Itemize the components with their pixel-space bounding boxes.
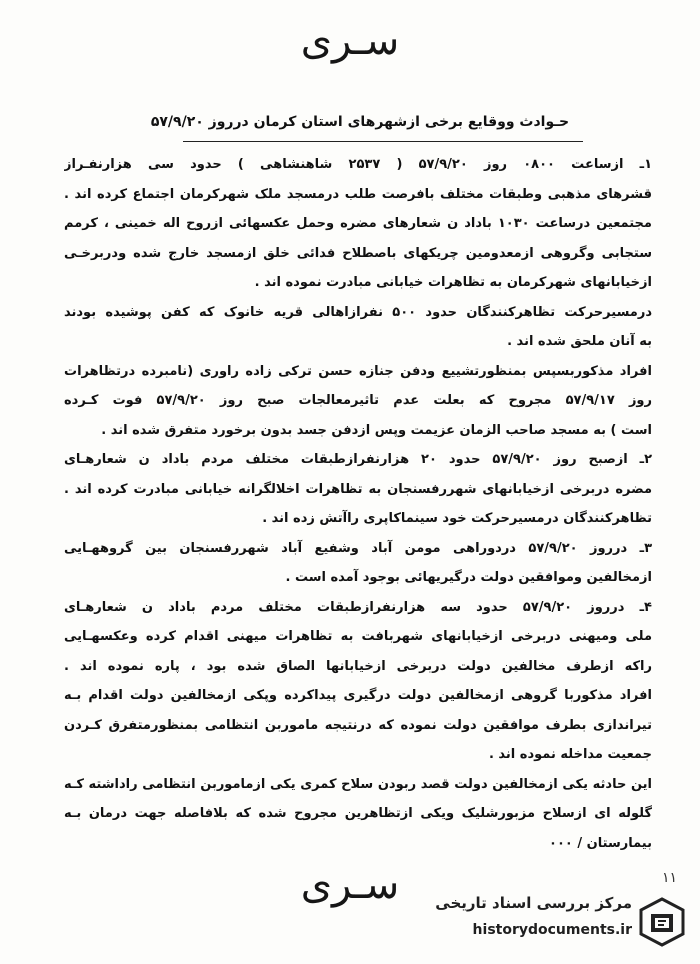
document-line: جمعیت مداخله نموده اند . bbox=[488, 747, 652, 762]
document-line: مضره دربرخی ازخیابانهای شهررفسنجان به تظاهرات اخلالگرانه خیابانی مبادرت کرده اند . bbox=[64, 481, 652, 497]
document-line: تظاهرکنندگان درمسیرحرکت خود سینماکاپری راآتش زده اند . bbox=[262, 511, 652, 526]
archive-watermark bbox=[435, 892, 690, 954]
document-line: ۲ـ ازصبح روز ۵۷/۹/۲۰ حدود ۲۰ هزارنفرازطبقات مختلف مردم باداد ن شعارهـای bbox=[64, 452, 652, 467]
document-line: قشرهای مذهبی وطبقات مختلف بافرصت طلب درمسجد ملک شهرکرمان اجتماع کرده اند . bbox=[64, 186, 652, 202]
document-line: روز ۵۷/۹/۱۷ مجروح که بعلت عدم تاثیرمعالجات صبح روز ۵۷/۹/۲۰ فوت کـرده bbox=[64, 393, 652, 408]
document-line: ستجابی وگروهی ازمعدومین چریکهای باصطلاح فدائی خلق ازمسجد خارج شده ودربرخـی bbox=[64, 245, 652, 261]
watermark-name: مرکز بررسی اسناد تاریخی bbox=[435, 894, 632, 912]
document-line: به آنان ملحق شده اند . bbox=[507, 334, 652, 349]
document-line: درمسیرحرکت تظاهرکنندگان حدود ۵۰۰ نفرازاهالی قریه خانوک که کفن پوشیده بودند bbox=[64, 304, 652, 320]
document-line: است ) به مسجد صاحب الزمان عزیمت وپس ازدفن جسد بدون برخورد متفرق شده اند . bbox=[101, 422, 652, 438]
document-line: ۱ـ ازساعت ۰۸۰۰ روز ۵۷/۹/۲۰ ( ۲۵۳۷ شاهنشاهی ) حدود سی هزارنفـراز bbox=[64, 157, 652, 172]
margin-number: ۱۱ bbox=[662, 870, 678, 886]
document-line: ملی ومیهنی دربرخی ازخیابانهای شهربافت به تظاهرات میهنی اقدام کرده وعکسهـایی bbox=[64, 629, 652, 644]
document-line: افراد مذکوربسپس بمنظورتشییع ودفن جنازه حسن ترکی زاده راوری (نامبرده درتظاهرات bbox=[64, 363, 652, 379]
document-line: ۴ـ درروز ۵۷/۹/۲۰ حدود سه هزارنفرازطبقات مختلف مردم باداد ن شعارهـای bbox=[64, 599, 652, 615]
document-line: ازخیابانهای شهرکرمان به تظاهرات خیابانی مبادرت نموده اند . bbox=[254, 275, 652, 290]
document-body bbox=[64, 150, 652, 858]
document-line: گلوله ای ازسلاح مزبورشلیک ویکی ازتظاهرین مجروح شده که بلافاصله جهت درمان بـه bbox=[64, 806, 652, 821]
watermark-url: historydocuments.ir bbox=[472, 922, 632, 938]
document-line: افراد مذکوربا گروهی ازمخالفین دولت درگیری پیداکرده وپکی ازمخالفین دولت اقدام بـه bbox=[64, 688, 652, 703]
document-line: راکه ازطرف مخالفین دولت دربرخی ازخیابانها الصاق شده بود ، پاره نموده اند . bbox=[64, 658, 652, 674]
document-line: ۳ـ درروز ۵۷/۹/۲۰ دردوراهی مومن آباد وشفیع آباد شهررفسنجان بین گروههـایی bbox=[64, 540, 652, 556]
document-line: تیراندازی بطرف موافقین دولت نموده که درنتیجه ماموربن انتظامی بمنظورمتفرق کـردن bbox=[64, 717, 652, 733]
classification-stamp-bottom: سـری bbox=[300, 862, 400, 908]
document-line: این حادثه یکی ازمخالفین دولت قصد ربودن سلاح کمری یکی ازماموربن انتظامی راداشته کـه bbox=[64, 776, 652, 792]
document-line: مجتمعین درساعت ۱۰۳۰ باداد ن شعارهای مضره وحمل عکسهائی ازروح اله خمینی ، کرمم bbox=[64, 216, 652, 231]
classification-stamp-top: سـری bbox=[300, 18, 400, 64]
document-line: بیمارستان / ۰۰۰ bbox=[549, 835, 652, 851]
document-line: ازمخالفین وموافقین دولت درگیریهائی بوجود آمده است . bbox=[285, 570, 652, 585]
title-underline bbox=[183, 141, 583, 142]
document-title: حـوادث ووقایع برخی ازشهرهای استان کرمان درروز ۵۷/۹/۲۰ bbox=[150, 114, 570, 130]
archive-logo-icon bbox=[636, 896, 688, 948]
